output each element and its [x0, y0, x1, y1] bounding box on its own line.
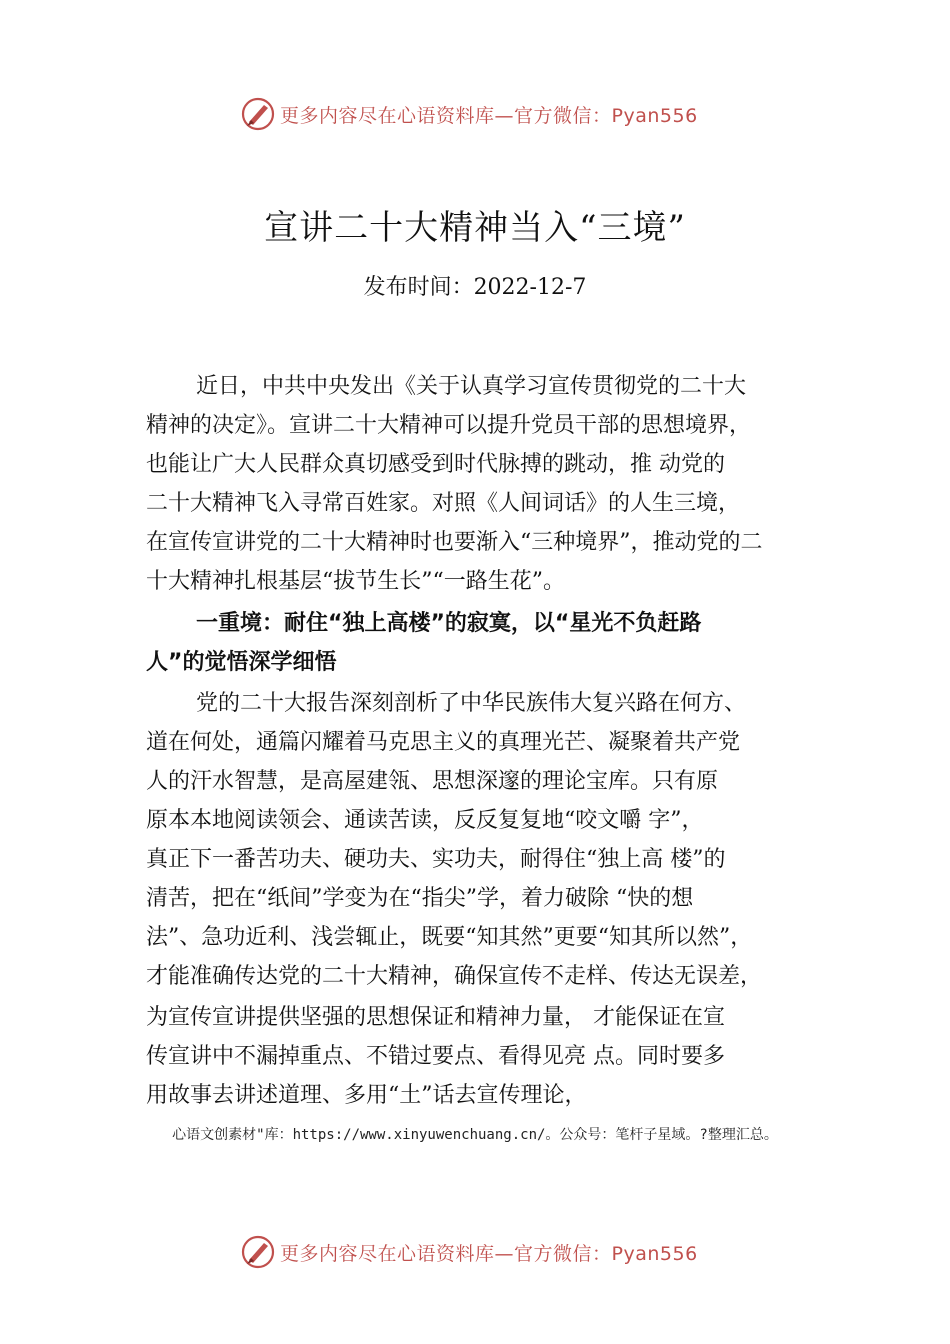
paragraph-line: 也能让广大人民群众真切感受到时代脉搏的跳动，推 动党的 [146, 452, 725, 477]
paragraph-line: 十大精神扎根基层“拔节生长”“一路生花”。 [146, 569, 565, 594]
paragraph-line: 二十大精神飞入寻常百姓家。对照《人间词话》的人生三境， [146, 491, 741, 516]
paragraph-line: 人的汗水智慧，是高屋建瓴、思想深邃的理论宝库。只有原 [146, 769, 719, 794]
source-footer: 心语文创素材"库：https://www.xinyuwenchuang.cn/。公众号：笔杆子星域。?整理汇总。 [172, 1127, 778, 1143]
paragraph-line: 为宣传宣讲提供坚强的思想保证和精神力量， 才能保证在宣 [146, 1005, 725, 1030]
section-heading: 一重境：耐住“独上高楼”的寂寞，以“星光不负赶路 [196, 611, 702, 636]
publish-date: 发布时间：2022-12-7 [363, 275, 587, 300]
watermark-header [240, 94, 698, 134]
pen-logo-icon [240, 96, 276, 132]
section-heading: 人”的觉悟深学细悟 [146, 650, 337, 675]
paragraph-line: 党的二十大报告深刻剖析了中华民族伟大复兴路在何方、 [196, 691, 747, 716]
paragraph-line: 近日，中共中央发出《关于认真学习宣传贯彻党的二十大 [196, 374, 747, 399]
paragraph-line: 传宣讲中不漏掉重点、不错过要点、看得见亮 点。同时要多 [146, 1044, 725, 1069]
watermark-text: 更多内容尽在心语资料库—官方微信：Pyan556 [280, 1242, 698, 1265]
paragraph-line: 才能准确传达党的二十大精神，确保宣传不走样、传达无误差， [146, 964, 763, 989]
paragraph-line: 道在何处，通篇闪耀着马克思主义的真理光芒、凝聚着共产党 [146, 730, 741, 755]
paragraph-line: 原本本地阅读领会、通读苦读，反反复复地“咬文嚼 字”， [146, 808, 704, 833]
watermark-text: 更多内容尽在心语资料库—官方微信：Pyan556 [280, 104, 698, 127]
document-title: 宣讲二十大精神当入“三境” [264, 208, 686, 248]
paragraph-line: 在宣传宣讲党的二十大精神时也要渐入“三种境界”，推动党的二 [146, 530, 763, 555]
paragraph-line: 用故事去讲述道理、多用“土”话去宣传理论， [146, 1083, 587, 1108]
paragraph-line: 真正下一番苦功夫、硬功夫、实功夫，耐得住“独上高 楼”的 [146, 847, 726, 872]
paragraph-line: 精神的决定》。宣讲二十大精神可以提升党员干部的思想境界， [146, 413, 752, 438]
pen-logo-icon [240, 1234, 276, 1270]
paragraph-line: 清苦，把在“纸间”学变为在“指尖”学，着力破除 “快的想 [146, 886, 694, 911]
paragraph-line: 法”、急功近利、浅尝辄止，既要“知其然”更要“知其所以然”， [146, 925, 753, 950]
watermark-footer [240, 1232, 698, 1272]
